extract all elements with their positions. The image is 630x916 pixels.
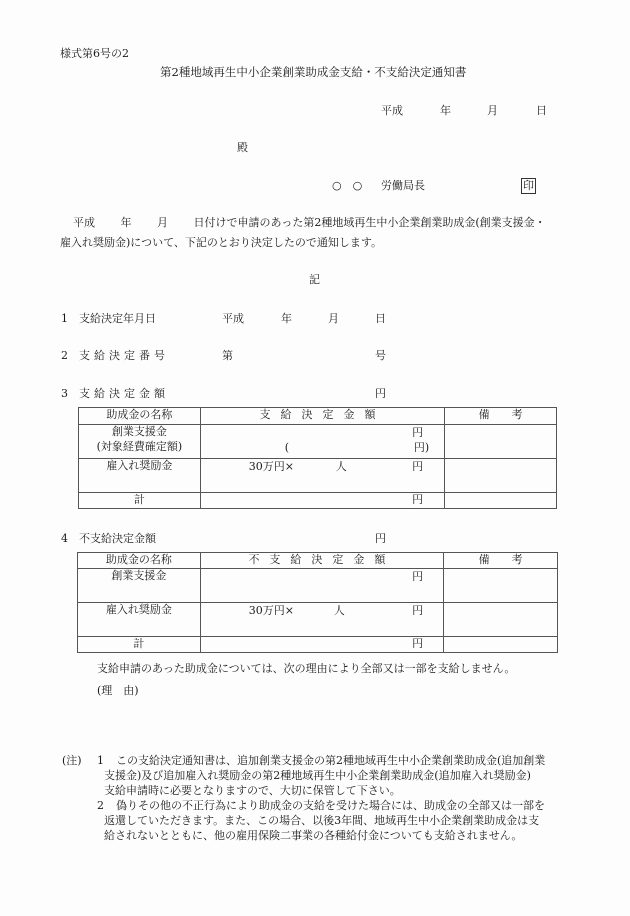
item-year: 年	[281, 312, 292, 325]
reason-label: (理 由)	[97, 684, 139, 697]
amount-prefix: 30万円×	[248, 460, 294, 473]
note-2-line-2: 返還していただきます。また、この場合、以後3年間、地域再生中小企業創業助成金は支	[104, 814, 540, 827]
ki-heading: 記	[309, 273, 320, 286]
persons-unit: 人	[335, 460, 347, 473]
yen-unit: 円	[412, 637, 424, 650]
amount-prefix: 30万円×	[248, 604, 294, 617]
table-header-row	[79, 408, 557, 425]
header-subsidy-name: 助成金の名称	[79, 408, 201, 425]
note-1-line-1: この支給決定通知書は、追加創業支援金の第2種地域再生中小企業創業助成金(追加創業	[116, 754, 546, 767]
item-suffix: 円	[375, 387, 386, 400]
table-row	[78, 603, 558, 637]
reason-field[interactable]	[140, 700, 560, 740]
table-header-row	[78, 553, 558, 569]
document-title: 第2種地域再生中小企業創業助成金支給・不支給決定通知書	[160, 65, 467, 79]
sub-amount-unit: 円)	[413, 441, 430, 454]
issuer-circles: ○ ○	[332, 179, 363, 192]
table-row	[79, 459, 557, 493]
remarks-cell[interactable]	[444, 569, 558, 603]
note-1-line-2: 支援金)及び追加雇入れ奨励金の第2種地域再生中小企業創業助成金(追加雇入れ奨励金)	[104, 769, 531, 782]
item-prefix: 第	[222, 349, 233, 362]
amount-cell[interactable]	[200, 459, 444, 493]
amount-cell[interactable]	[200, 569, 443, 603]
total-label: 計	[79, 493, 201, 509]
sub-amount-open: (	[284, 441, 290, 454]
item-suffix: 号	[375, 349, 386, 362]
item-label: 支給決定金額	[79, 387, 169, 400]
total-label: 計	[78, 637, 201, 653]
header-subsidy-name: 助成金の名称	[78, 553, 201, 569]
nonpayment-statement: 支給申請のあった助成金については、次の理由により全部又は一部を支給しません。	[97, 662, 516, 675]
total-amount-cell[interactable]	[200, 493, 444, 509]
note-2-line-1: 偽りその他の不正行為により助成金の支給を受けた場合には、助成金の全部又は一部を	[116, 799, 545, 812]
item-era: 平成	[222, 312, 244, 325]
item-number: 4	[61, 532, 68, 545]
subsidy-name-line2: (対象経費確定額)	[96, 439, 183, 453]
remarks-cell[interactable]	[444, 637, 558, 653]
item-number: 3	[61, 387, 68, 400]
subsidy-name: 雇入れ奨励金	[78, 603, 201, 637]
persons-unit: 人	[333, 604, 345, 617]
amount-cell[interactable]	[200, 603, 443, 637]
table-total-row	[78, 637, 558, 653]
subsidy-name-line1: 創業支援金	[111, 425, 167, 438]
item-number: 2	[61, 349, 68, 362]
table-total-row	[79, 493, 557, 509]
remarks-cell[interactable]	[444, 603, 558, 637]
item-label: 不支給決定金額	[79, 532, 156, 545]
remarks-cell[interactable]	[445, 425, 557, 459]
notes-label: (注)	[62, 754, 82, 767]
header-remarks: 備 考	[445, 408, 557, 425]
issue-date-era: 平成	[381, 104, 403, 117]
intro-line-1: 平成 年 月 日付けで申請のあった第2種地域再生中小企業創業助成金(創業支援金・	[73, 216, 546, 229]
item-day: 日	[375, 312, 386, 325]
table-row	[79, 425, 557, 459]
header-amount: 支給決定金額	[200, 408, 444, 425]
yen-unit: 円	[412, 604, 424, 617]
issue-date-month: 月	[487, 104, 498, 117]
amount-cell[interactable]	[200, 425, 444, 459]
subsidy-name: 創業支援金	[78, 569, 201, 603]
yen-unit: 円	[412, 460, 424, 473]
issue-date-year: 年	[440, 104, 451, 117]
note-2-number: 2	[97, 799, 104, 812]
seal-icon: 印	[523, 179, 534, 192]
item-month: 月	[328, 312, 339, 325]
subsidy-name: 雇入れ奨励金	[79, 459, 201, 493]
note-1-number: 1	[97, 754, 104, 767]
addressee-suffix: 殿	[237, 141, 248, 154]
form-number: 様式第6号の2	[60, 47, 129, 60]
header-remarks: 備 考	[444, 553, 558, 569]
item-label: 支給決定番号	[79, 349, 169, 362]
note-2-line-3: 給されないとともに、他の雇用保険二事業の各種給付金についても支給されません。	[104, 829, 523, 842]
item-suffix: 円	[375, 532, 386, 545]
item-number: 1	[61, 312, 68, 325]
nonpayment-table	[77, 552, 558, 653]
yen-unit: 円	[412, 426, 424, 439]
intro-line-2: 雇入れ奨励金)について、下記のとおり決定したので通知します。	[60, 236, 382, 249]
total-amount-cell[interactable]	[200, 637, 443, 653]
yen-unit: 円	[412, 570, 424, 583]
yen-unit: 円	[412, 493, 424, 506]
item-label: 支給決定年月日	[79, 312, 156, 325]
note-1-line-3: 支給申請時に必要となりますので、大切に保管して下さい。	[104, 784, 401, 797]
remarks-cell[interactable]	[445, 493, 557, 509]
header-amount: 不支給決定金額	[200, 553, 443, 569]
issuer-name: 労働局長	[381, 179, 425, 192]
issue-date-day: 日	[536, 104, 547, 117]
subsidy-name	[79, 425, 201, 459]
remarks-cell[interactable]	[445, 459, 557, 493]
payment-table	[78, 407, 557, 509]
table-row	[78, 569, 558, 603]
